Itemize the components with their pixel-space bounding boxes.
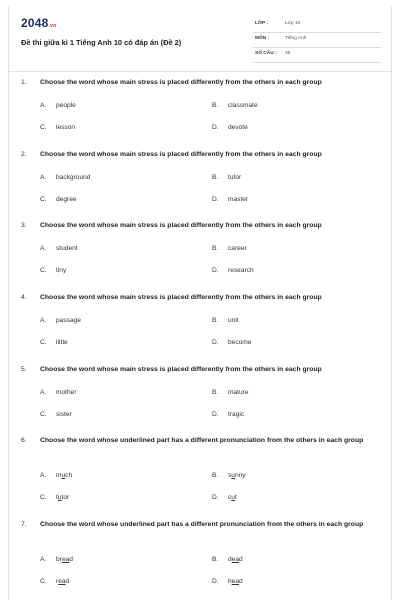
option-word: devote bbox=[228, 124, 248, 131]
meta-row-class bbox=[253, 18, 381, 33]
underlined-part: u bbox=[57, 494, 62, 501]
option-word bbox=[228, 578, 243, 585]
option-letter: C. bbox=[40, 196, 47, 203]
underlined-part: u bbox=[61, 472, 66, 479]
option-letter: B. bbox=[212, 556, 219, 563]
word-part: d bbox=[69, 556, 73, 563]
option-word: unit bbox=[228, 317, 239, 324]
site-logo[interactable] bbox=[21, 16, 56, 30]
option-letter: A. bbox=[40, 389, 47, 396]
option-d[interactable] bbox=[212, 267, 254, 274]
option-letter: B. bbox=[212, 102, 219, 109]
underlined-part: ea bbox=[231, 556, 240, 563]
meta-label: MÔN : bbox=[255, 36, 270, 41]
option-word: become bbox=[228, 339, 252, 346]
option-letter: C. bbox=[40, 267, 47, 274]
meta-label: LỚP : bbox=[255, 21, 269, 26]
option-letter: A. bbox=[40, 556, 47, 563]
meta-row-subject bbox=[253, 33, 381, 48]
option-letter: B. bbox=[212, 174, 219, 181]
option-word bbox=[56, 578, 69, 585]
option-c[interactable] bbox=[40, 578, 69, 585]
option-letter: A. bbox=[40, 245, 47, 252]
question-text: Choose the word whose main stress is placed differently from the others in each group bbox=[40, 221, 322, 229]
word-part: nny bbox=[234, 472, 246, 479]
header-divider bbox=[9, 71, 391, 72]
option-word bbox=[56, 494, 69, 501]
question-number: 5. bbox=[21, 366, 27, 373]
option-c[interactable] bbox=[40, 411, 72, 418]
word-part: m bbox=[56, 472, 62, 479]
option-letter: D. bbox=[212, 124, 219, 131]
word-part: s bbox=[228, 472, 232, 479]
meta-label: SỐ CÂU : bbox=[255, 51, 277, 56]
option-word: mature bbox=[228, 389, 249, 396]
question-text: Choose the word whose main stress is placed differently from the others in each group bbox=[40, 78, 322, 86]
option-c[interactable] bbox=[40, 267, 66, 274]
option-d[interactable] bbox=[212, 411, 244, 418]
word-part: r bbox=[56, 578, 59, 585]
option-word: sister bbox=[56, 411, 72, 418]
question-text: Choose the word whose main stress is placed differently from the others in each group bbox=[40, 365, 322, 373]
option-letter: C. bbox=[40, 339, 47, 346]
document-title: Đề thi giữa kì 1 Tiếng Anh 10 có đáp án (Đề 2) bbox=[21, 38, 182, 47]
option-word: student bbox=[56, 245, 78, 252]
option-letter: B. bbox=[212, 389, 219, 396]
meta-table bbox=[253, 18, 381, 63]
option-word bbox=[56, 556, 73, 563]
option-word: degree bbox=[56, 196, 77, 203]
option-d[interactable] bbox=[212, 578, 243, 585]
document-header bbox=[9, 6, 391, 64]
option-letter: A. bbox=[40, 174, 47, 181]
option-letter: A. bbox=[40, 472, 47, 479]
option-word bbox=[228, 494, 237, 501]
option-b[interactable] bbox=[212, 317, 239, 324]
option-word: little bbox=[56, 339, 68, 346]
question-number: 1. bbox=[21, 79, 27, 86]
option-word: lesson bbox=[56, 124, 76, 131]
option-c[interactable] bbox=[40, 339, 68, 346]
option-letter: C. bbox=[40, 494, 47, 501]
option-letter: D. bbox=[212, 196, 219, 203]
word-part: tor bbox=[61, 494, 70, 501]
option-b[interactable] bbox=[212, 472, 246, 479]
option-word: people bbox=[56, 102, 76, 109]
option-letter: C. bbox=[40, 124, 47, 131]
logo-suffix: .vn bbox=[48, 23, 57, 29]
option-b[interactable] bbox=[212, 556, 243, 563]
option-letter: B. bbox=[212, 245, 219, 252]
option-word: classmate bbox=[228, 102, 258, 109]
option-a[interactable] bbox=[40, 556, 73, 563]
option-b[interactable] bbox=[212, 245, 247, 252]
question-number: 3. bbox=[21, 222, 27, 229]
question-text: Choose the word whose underlined part has a different pronunciation from the others in each group bbox=[40, 520, 364, 528]
word-part: t bbox=[56, 494, 58, 501]
option-letter: A. bbox=[40, 317, 47, 324]
word-part: t bbox=[234, 494, 237, 501]
option-word bbox=[56, 472, 72, 479]
option-c[interactable] bbox=[40, 494, 69, 501]
option-word: background bbox=[56, 174, 91, 181]
option-word: career bbox=[228, 245, 247, 252]
word-part: d bbox=[228, 556, 232, 563]
option-word: tutor bbox=[228, 174, 242, 181]
option-letter: D. bbox=[212, 267, 219, 274]
option-letter: C. bbox=[40, 578, 47, 585]
meta-value: 35 bbox=[285, 51, 291, 56]
option-c[interactable] bbox=[40, 196, 77, 203]
word-part: br bbox=[56, 556, 62, 563]
option-b[interactable] bbox=[212, 174, 241, 181]
option-a[interactable] bbox=[40, 102, 76, 109]
option-word bbox=[228, 556, 243, 563]
option-a[interactable] bbox=[40, 245, 78, 252]
underlined-part: u bbox=[231, 494, 235, 501]
option-letter: B. bbox=[212, 472, 219, 479]
option-b[interactable] bbox=[212, 102, 258, 109]
option-d[interactable] bbox=[212, 196, 248, 203]
option-letter: D. bbox=[212, 578, 219, 585]
word-part: ch bbox=[65, 472, 73, 479]
word-part: d bbox=[239, 556, 243, 563]
document-page bbox=[8, 6, 392, 600]
option-letter: D. bbox=[212, 411, 219, 418]
option-letter: A. bbox=[40, 102, 47, 109]
option-a[interactable] bbox=[40, 389, 77, 396]
meta-value: Tiếng Anh bbox=[285, 36, 307, 41]
question-text: Choose the word whose main stress is placed differently from the others in each group bbox=[40, 150, 322, 158]
option-d[interactable] bbox=[212, 494, 237, 501]
underlined-part: ea bbox=[58, 578, 66, 585]
question-number: 2. bbox=[21, 151, 27, 158]
option-word: tragic bbox=[228, 411, 245, 418]
underlined-part: u bbox=[231, 472, 235, 479]
meta-value: Lớp 10 bbox=[285, 21, 301, 26]
question-number: 4. bbox=[21, 294, 27, 301]
underlined-part: ea bbox=[231, 578, 240, 585]
question-text: Choose the word whose underlined part has a different pronunciation from the others in each group bbox=[40, 436, 364, 444]
option-word: master bbox=[228, 196, 249, 203]
option-a[interactable] bbox=[40, 472, 72, 479]
underlined-part: ea bbox=[61, 556, 70, 563]
question-number: 7. bbox=[21, 521, 27, 528]
option-letter: D. bbox=[212, 494, 219, 501]
word-part: c bbox=[228, 494, 232, 501]
word-part: h bbox=[228, 578, 232, 585]
logo-text: 2048 bbox=[21, 16, 49, 30]
option-d[interactable] bbox=[212, 124, 248, 131]
option-word bbox=[228, 472, 246, 479]
meta-row-count bbox=[253, 48, 381, 63]
option-word: passage bbox=[56, 317, 81, 324]
option-word: research bbox=[228, 267, 254, 274]
option-a[interactable] bbox=[40, 317, 81, 324]
option-word: tiny bbox=[56, 267, 67, 274]
option-d[interactable] bbox=[212, 339, 251, 346]
option-letter: D. bbox=[212, 339, 219, 346]
option-c[interactable] bbox=[40, 124, 75, 131]
option-letter: B. bbox=[212, 317, 219, 324]
question-text: Choose the word whose main stress is placed differently from the others in each group bbox=[40, 293, 322, 301]
word-part: d bbox=[65, 578, 70, 585]
option-letter: C. bbox=[40, 411, 47, 418]
option-word: mother bbox=[56, 389, 77, 396]
word-part: d bbox=[239, 578, 243, 585]
option-a[interactable] bbox=[40, 174, 90, 181]
option-b[interactable] bbox=[212, 389, 249, 396]
question-number: 6. bbox=[21, 437, 27, 444]
